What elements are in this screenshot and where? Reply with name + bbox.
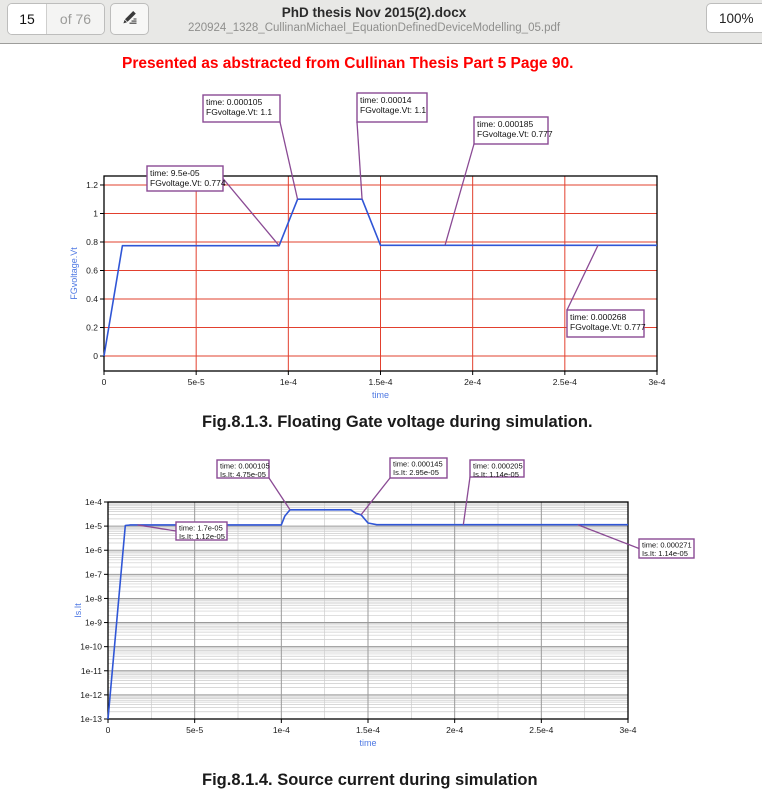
document-subtitle: 220924_1328_CullinanMichael_EquationDefinedDeviceModelling_05.pdf xyxy=(187,22,561,34)
svg-text:0.8: 0.8 xyxy=(86,236,98,247)
svg-text:2e-4: 2e-4 xyxy=(446,725,464,735)
svg-text:3e-4: 3e-4 xyxy=(619,725,637,735)
svg-text:FGvoltage.Vt: 1.1: FGvoltage.Vt: 1.1 xyxy=(206,107,273,117)
document-title: PhD thesis Nov 2015(2).docx xyxy=(281,5,467,20)
svg-text:1.5e-4: 1.5e-4 xyxy=(355,725,381,735)
svg-text:FGvoltage.Vt: 0.774: FGvoltage.Vt: 0.774 xyxy=(150,178,226,188)
svg-text:FGvoltage.Vt: 1.1: FGvoltage.Vt: 1.1 xyxy=(360,105,427,115)
page-total-label: of 76 xyxy=(47,4,104,34)
svg-text:FGvoltage.Vt: 0.777: FGvoltage.Vt: 0.777 xyxy=(477,129,553,139)
svg-text:1e-12: 1e-12 xyxy=(80,689,102,700)
svg-text:Is.It: 4.75e-05: Is.It: 4.75e-05 xyxy=(220,470,266,479)
svg-text:1.2: 1.2 xyxy=(86,179,98,190)
svg-text:1.5e-4: 1.5e-4 xyxy=(368,377,393,387)
svg-text:time: 0.000271: time: 0.000271 xyxy=(642,540,692,550)
svg-text:time: 0.000105: time: 0.000105 xyxy=(206,97,263,107)
svg-text:1e-9: 1e-9 xyxy=(84,617,102,628)
svg-text:time: 0.000105: time: 0.000105 xyxy=(220,461,270,471)
svg-text:1: 1 xyxy=(93,208,98,219)
svg-text:2.5e-4: 2.5e-4 xyxy=(529,725,554,735)
svg-text:Is.It: 2.95e-05: Is.It: 2.95e-05 xyxy=(393,468,439,477)
svg-text:5e-5: 5e-5 xyxy=(187,377,205,387)
zoom-level-control[interactable]: 100% xyxy=(706,3,762,33)
svg-text:0.4: 0.4 xyxy=(86,294,98,305)
figure-caption-8-1-4: Fig.8.1.4. Source current during simulation xyxy=(202,771,538,789)
svg-text:time: 1.7e-05: time: 1.7e-05 xyxy=(179,523,223,533)
svg-text:time: 0.000145: time: 0.000145 xyxy=(393,459,443,469)
svg-text:3e-4: 3e-4 xyxy=(648,377,666,387)
svg-text:FGvoltage.Vt: 0.777: FGvoltage.Vt: 0.777 xyxy=(570,322,646,332)
svg-text:1e-5: 1e-5 xyxy=(84,521,102,532)
svg-text:1e-8: 1e-8 xyxy=(84,593,102,604)
svg-text:time: 0.000185: time: 0.000185 xyxy=(477,119,534,129)
svg-text:2e-4: 2e-4 xyxy=(464,377,482,387)
svg-text:0: 0 xyxy=(105,725,111,735)
svg-text:1e-4: 1e-4 xyxy=(279,377,297,387)
svg-text:0: 0 xyxy=(101,377,107,387)
svg-text:Is.It: 1.14e-05: Is.It: 1.14e-05 xyxy=(473,470,519,479)
svg-text:Is.It: 1.12e-05: Is.It: 1.12e-05 xyxy=(179,532,225,541)
page-heading: Presented as abstracted from Cullinan Thesis Part 5 Page 90. xyxy=(122,55,574,72)
svg-text:1e-11: 1e-11 xyxy=(80,665,102,676)
page-number-input[interactable]: 15 xyxy=(8,4,47,34)
svg-text:1e-4: 1e-4 xyxy=(272,725,290,735)
svg-text:1e-6: 1e-6 xyxy=(84,545,102,556)
svg-text:1e-4: 1e-4 xyxy=(84,497,102,507)
figure-caption-8-1-3: Fig.8.1.3. Floating Gate voltage during simulation. xyxy=(202,413,593,431)
svg-text:time: time xyxy=(371,390,390,400)
svg-text:time: 0.000205: time: 0.000205 xyxy=(473,461,523,471)
svg-text:5e-5: 5e-5 xyxy=(186,725,204,735)
svg-text:0.2: 0.2 xyxy=(86,322,98,333)
svg-text:FGvoltage.Vt: FGvoltage.Vt xyxy=(69,247,79,300)
svg-text:2.5e-4: 2.5e-4 xyxy=(552,377,577,387)
svg-text:time: time xyxy=(359,738,377,748)
svg-text:time: 9.5e-05: time: 9.5e-05 xyxy=(150,168,200,178)
source-current-chart xyxy=(73,458,694,748)
svg-text:time: 0.000268: time: 0.000268 xyxy=(570,312,627,322)
svg-text:Is.It: Is.It xyxy=(73,603,83,618)
fg-voltage-chart xyxy=(69,93,666,400)
svg-text:time: 0.00014: time: 0.00014 xyxy=(360,95,412,105)
svg-text:0: 0 xyxy=(93,351,98,362)
svg-text:1e-7: 1e-7 xyxy=(84,569,102,580)
svg-text:1e-10: 1e-10 xyxy=(80,641,102,652)
svg-text:1e-13: 1e-13 xyxy=(80,714,102,724)
svg-text:0.6: 0.6 xyxy=(86,265,98,276)
svg-text:Is.It: 1.14e-05: Is.It: 1.14e-05 xyxy=(642,549,688,558)
